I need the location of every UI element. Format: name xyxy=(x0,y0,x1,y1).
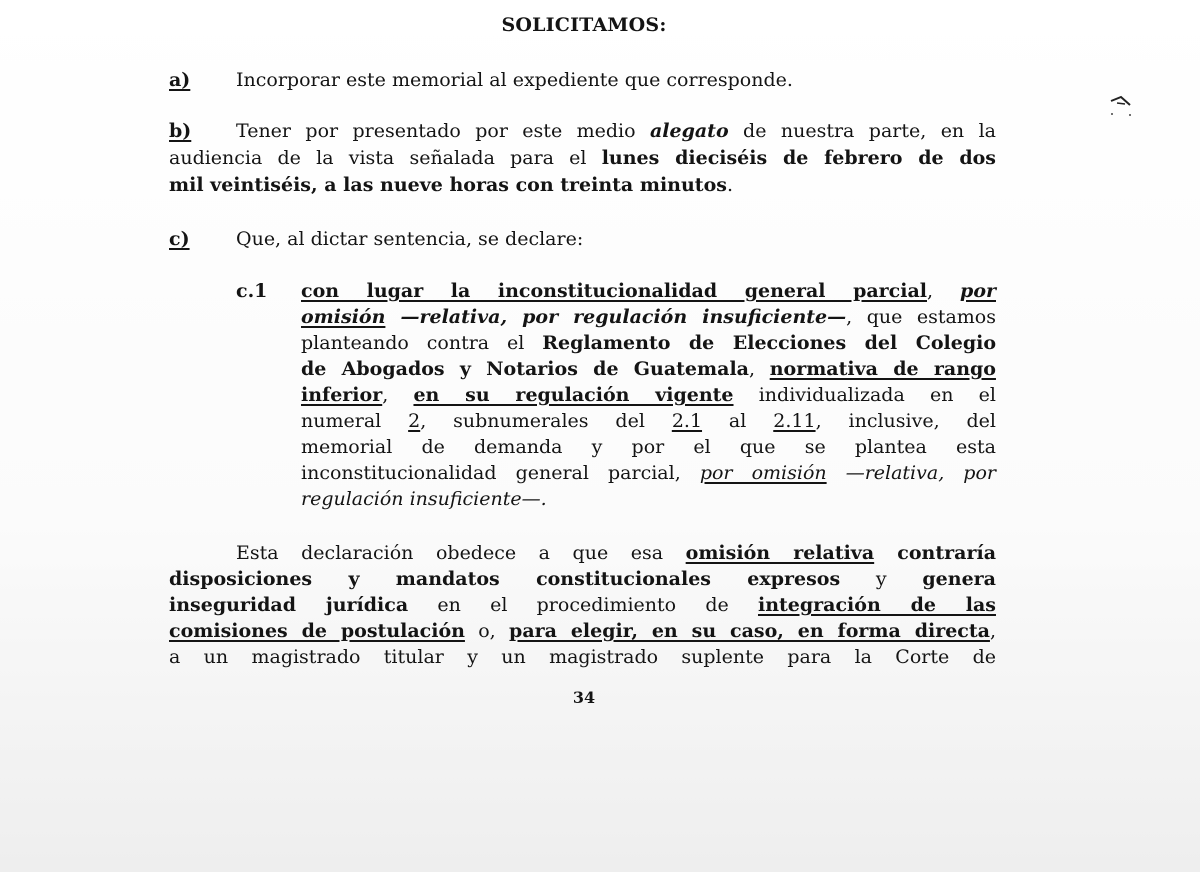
paragraph-line-4: comisiones de postulación o, para elegir, en su caso, en forma directa, xyxy=(169,620,996,642)
paragraph-line-5: a un magistrado titular y un magistrado suplente para la Corte de xyxy=(169,646,996,668)
paragraph-line-1: Esta declaración obedece a que esa omisión relativa contraría xyxy=(236,542,997,564)
c1-line-4: de Abogados y Notarios de Guatemala, normativa de rango xyxy=(301,358,996,380)
item-b-label: b) xyxy=(169,120,192,142)
item-b-line-2: audiencia de la vista señalada para el lunes dieciséis de febrero de dos xyxy=(169,147,996,169)
page-number: 34 xyxy=(572,688,596,707)
item-b-line-1: Tener por presentado por este medio alegato de nuestra parte, en la xyxy=(236,120,996,142)
margin-mark-icon xyxy=(1108,92,1134,122)
sub-item-c1-label: c.1 xyxy=(236,280,268,302)
c1-line-2: omisión —relativa, por regulación insuficiente—, que estamos xyxy=(301,306,996,328)
item-a-text: Incorporar este memorial al expediente que corresponde. xyxy=(236,69,793,91)
paragraph-line-3: inseguridad jurídica en el procedimiento de integración de las xyxy=(169,594,996,616)
c1-line-5: inferior, en su regulación vigente individualizada en el xyxy=(301,384,996,406)
paragraph-line-2: disposiciones y mandatos constitucionales expresos y genera xyxy=(169,568,996,590)
c1-line-8: inconstitucionalidad general parcial, por omisión —relativa, por xyxy=(301,462,996,484)
c1-line-3: planteando contra el Reglamento de Elecciones del Colegio xyxy=(301,332,997,354)
c1-line-9: regulación insuficiente—. xyxy=(301,488,547,510)
c1-line-1: con lugar la inconstitucionalidad general parcial, por xyxy=(301,280,996,302)
item-c-text: Que, al dictar sentencia, se declare: xyxy=(236,228,584,250)
item-c-label: c) xyxy=(169,228,190,250)
section-heading: SOLICITAMOS: xyxy=(501,14,667,36)
c1-line-6: numeral 2, subnumerales del 2.1 al 2.11, inclusive, del xyxy=(301,410,996,432)
c1-line-7: memorial de demanda y por el que se plantea esta xyxy=(301,436,996,458)
item-a-label: a) xyxy=(169,69,191,91)
item-b-line-3: mil veintiséis, a las nueve horas con treinta minutos. xyxy=(169,174,734,196)
